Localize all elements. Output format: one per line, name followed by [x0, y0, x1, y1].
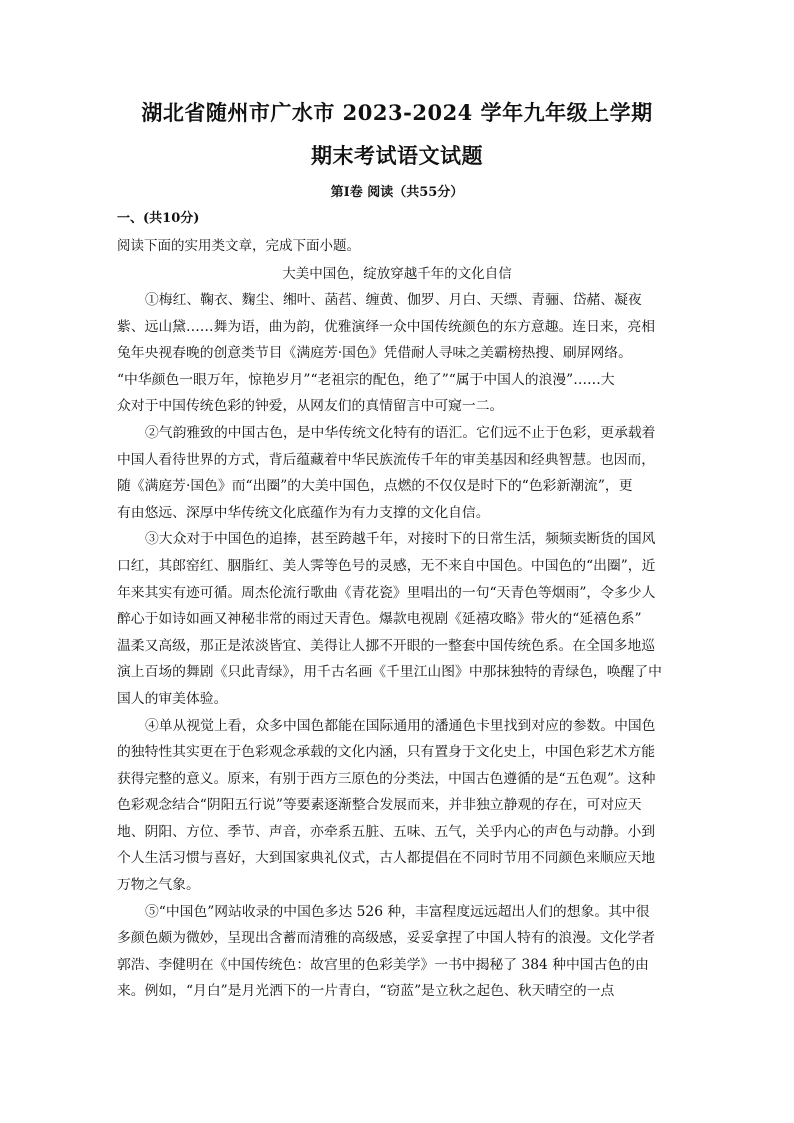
article-line: 紫、远山黛……舞为语，曲为韵，优雅演绎一众中国传统颜色的东方意趣。连日来，亮相: [117, 318, 656, 335]
article-line: “中华颜色一眼万年，惊艳岁月”“老祖宗的配色，绝了”“属于中国人的浪漫”……大: [117, 371, 615, 388]
article-line: 万物之气象。: [117, 877, 200, 894]
article-line: 年来其实有迹可循。周杰伦流行歌曲《青花瓷》里唱出的一句“天青色等烟雨”，令多少人: [117, 584, 656, 601]
article-line: 个人生活习惯与喜好，大到国家典礼仪式，古人都提倡在不同时节用不同颜色来顺应天地: [117, 850, 656, 867]
article-line: ②气韵雅致的中国古色，是中华传统文化特有的语汇。它们远不止于色彩，更承载着: [145, 424, 656, 441]
article-line: 有由悠远、深厚中华传统文化底蕴作为有力支撑的文化自信。: [117, 504, 490, 521]
question-instruction: 阅读下面的实用类文章，完成下面小题。: [117, 238, 360, 254]
article-line: 中国人看待世界的方式，背后蕴藏着中华民族流传千年的审美基因和经典智慧。也因而，: [117, 451, 656, 468]
article-title: 大美中国色，绽放穿越千年的文化自信: [282, 266, 512, 282]
article-body: [117, 287, 677, 1005]
article-line: ⑤“中国色”网站收录的中国色多达 526 种，丰富程度远远超出人们的想象。其中很: [145, 903, 650, 920]
article-line: 口红，其郎窑红、胭脂红、美人霁等色号的灵感，无不来自中国色。中国色的“出圈”，近: [117, 557, 656, 574]
exam-title-line1: 湖北省随州市广水市 2023-2024 学年九年级上学期: [141, 100, 653, 125]
question-number: 一、(共10分): [117, 211, 200, 226]
article-line: 多颜色颇为微妙，呈现出含蓄而清雅的高级感，妥妥拿捏了中国人特有的浪漫。文化学者: [117, 930, 656, 947]
article-line: 获得完整的意义。原来，有别于西方三原色的分类法，中国古色遵循的是“五色观”。这种: [117, 770, 656, 787]
article-line: 来。例如，“月白”是月光洒下的一片青白，“窃蓝”是立秋之起色、秋天晴空的一点: [117, 983, 615, 1000]
article-line: 地、阴阳、方位、季节、声音，亦牵系五脏、五味、五气，关乎内心的声色与动静。小到: [117, 823, 656, 840]
article-line: 温柔又高级，那正是浓淡皆宜、美得让人挪不开眼的一整套中国传统色系。在全国多地巡: [117, 637, 656, 654]
article-line: 色彩观念结合“阴阳五行说”等要素逐渐整合发展而来，并非独立静观的存在，可对应天: [117, 797, 642, 814]
article-line: ④单从视觉上看，众多中国色都能在国际通用的潘通色卡里找到对应的参数。中国色: [145, 717, 656, 734]
article-line: 兔年央视春晚的创意类节目《满庭芳·国色》凭借耐人寻味之美霸榜热搜、刷屏网络。: [117, 345, 632, 362]
article-line: 国人的审美体验。: [117, 690, 228, 707]
article-line: 随《满庭芳·国色》而“出圈”的大美中国色，点燃的不仅仅是时下的“色彩新潮流”，更: [117, 478, 633, 495]
exam-title-line2: 期末考试语文试题: [311, 143, 483, 168]
article-line: 演上百场的舞剧《只此青绿》，用千古名画《千里江山图》中那抹独特的青绿色，唤醒了中: [117, 664, 662, 681]
article-line: ①梅红、鞠衣、麴尘、缃叶、菡萏、缠黄、伽罗、月白、天缥、青骊、岱赭、凝夜: [145, 292, 642, 308]
article-line: 郭浩、李健明在《中国传统色：故宫里的色彩美学》一书中揭秘了 384 种中国古色的由: [117, 956, 649, 973]
article-line: 众对于中国传统色彩的钟爱，从网友们的真情留言中可窥一二。: [117, 398, 504, 415]
section-heading: 第Ⅰ卷 阅读（共55分）: [330, 185, 464, 200]
article-line: 的独特性其实更在于色彩观念承载的文化内涵，只有置身于文化史上，中国色彩艺术方能: [117, 744, 656, 761]
article-line: ③大众对于中国色的追捧，甚至跨越千年，对接时下的日常生活，频频卖断货的国风: [145, 531, 656, 548]
article-line: 醉心于如诗如画又神秘非常的雨过天青色。爆款电视剧《延禧攻略》带火的“延禧色系”: [117, 611, 642, 628]
